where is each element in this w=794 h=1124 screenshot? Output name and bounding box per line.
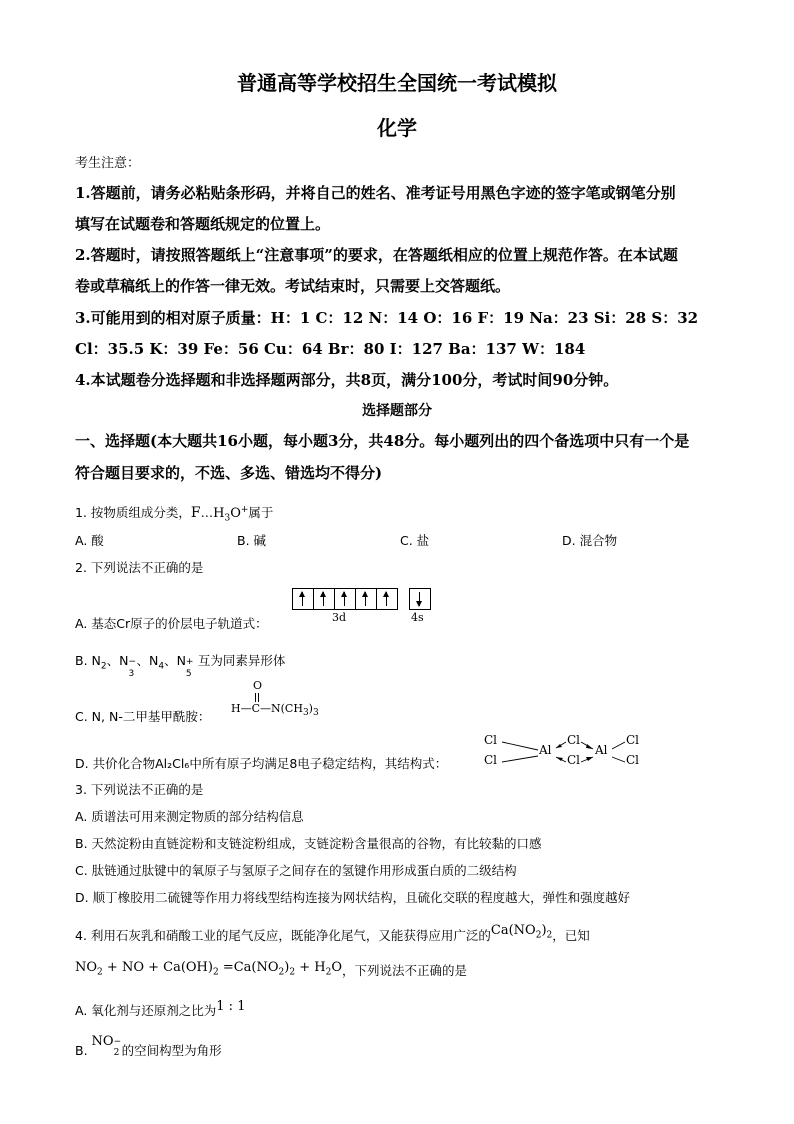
exam-title: 普通高等学校招生全国统一考试模拟 [237, 71, 557, 95]
question-1-stem: 1. 按物质组成分类，$F\dots H_3O^+$属于 [75, 504, 274, 524]
product-formula: $Ca(NO_2)_2$ [490, 923, 553, 941]
notice-item-1-line-1: 1.答题前，请务必粘贴条形码，并将自己的姓名、准考证号用黑色字迹的签字笔或钢笔分别 [75, 184, 676, 202]
notice-item-3-line-1: 3.可能用到的相对原子质量：H：1 C：12 N：14 O：16 F：19 Na：23 Si：28 S：32 [75, 309, 699, 327]
notice-item-2-line-2: 卷或草稿纸上的作答一律无效。考试结束时，只需要上交答题纸。 [75, 277, 511, 295]
double-bond-line [255, 693, 256, 702]
spin-up-arrow-icon [344, 592, 345, 606]
spin-up-arrow-icon [386, 592, 387, 606]
orbital-4s-label: 4s [411, 611, 424, 624]
spin-down-arrow-icon [419, 592, 420, 606]
section-title: 选择题部分 [362, 403, 432, 419]
question-2-option-b[interactable]: B. $N_2$、N − 3 、$N_4$、N + 5 互为同素异形体 [75, 653, 286, 679]
question-4-option-b[interactable]: B. NO − 2 的空间构型为角形 [75, 1034, 222, 1058]
orbital-3d-cell [377, 589, 397, 609]
orbital-3d-cell [335, 589, 356, 609]
dmf-oxygen: O [253, 679, 263, 692]
question-2-option-c[interactable]: C. N, N-二甲基甲酰胺： [75, 709, 211, 724]
notice-item-1-line-2: 填写在试题卷和答题纸规定的位置上。 [75, 215, 331, 233]
section-intro-line-1: 一、选择题(本大题共16小题，每小题3分，共48分。每小题列出的四个备选项中只有一个是 [75, 432, 690, 450]
notice-item-2-line-1: 2.答题时，请按照答题纸上“注意事项”的要求，在答题纸相应的位置上规范作答。在本试题 [75, 246, 678, 264]
notice-heading: 考生注意： [75, 156, 141, 171]
question-4-option-a[interactable]: A. 氧化剂与还原剂之比为1 : 1 [75, 999, 246, 1018]
orbital-4s-cell [410, 589, 430, 609]
orbital-3d-cell [314, 589, 335, 609]
question-3-stem: 3. 下列说法不正确的是 [75, 782, 204, 797]
question-4-stem-line-1: 4. 利用石灰乳和硝酸工业的尾气反应，既能净化尾气，又能获得应用广泛的$Ca(NO_2)_2$，已知 [75, 923, 590, 943]
orbital-3d-box [292, 588, 398, 610]
orbital-3d-cell [356, 589, 377, 609]
question-3-option-b[interactable]: B. 天然淀粉由直链淀粉和支链淀粉组成，支链淀粉含量很高的谷物，有比较黏的口感 [75, 836, 542, 851]
question-2-option-d[interactable]: D. 共价化合物Al₂Cl₆中所有原子均满足8电子稳定结构，其结构式： [75, 756, 448, 771]
question-1-option-a[interactable]: A. 酸 [75, 533, 104, 548]
exam-page: 普通高等学校招生全国统一考试模拟 化学 考生注意： 1.答题前，请务必粘贴条形码，并将自己的姓名、准考证号用黑色字迹的签字笔或钢笔分别 填写在试题卷和答题纸规定的位置上。 2.答题时，请按照答题纸上“注意事项”的要求，在答题纸相应的位置上规范作答。在本试题 卷或草稿纸上的作答一律无效。考试结束时，只需要上交答题纸。 3.可能用到的相对原子质量：H：1 C：12 N：14 O：16 F：19 Na：23 Si：28 S：32 Cl：35.5 K：39 Fe：56 Cu：64 Br：80 I：127 Ba：137 W：184 4.本试题卷分选择题和非选择题两部分，共8页，满分100分，考试时间90分钟。 选择题部分 一、选择题(本大题共16小题，每小题3分，共48分。每小题列出的四个备选项中只有一个是 符合题目要求的，不选、多选、错选均不得分) 1. 按物质组成分类，$F\dots H_3O^+$属于 A. 酸 B. 碱 C. 盐 D. 混合物 2. 下列说法不正确的是 3d 4s A. 基态Cr原子的价层电子轨道式： B. $N_2$、N − 3 、$N_4$、N + 5 互为同素异形体 C. N, N-二甲基甲酰胺： O $H—C—N(CH_3)_3$ D. 共价化合物Al₂Cl₆中所有原子均满足8电子稳定结构，其结构式： Cl Cl Al Cl Cl Al Cl Cl 3. 下列说法不正确的是 A. 质谱法可用来测定物质的部分结构信息 B. 天然淀粉由直链淀粉和支链淀粉组成，支链淀粉含量很高的谷物，有比较黏的口感 C. 肽链通过肽键中的氧原子与氢原子之间存在的氢键作用形成蛋白质的二级结构 D. 顺丁橡胶用二硫键等作用力将线型结构连接为网状结构，且硫化交联的程度越大，弹性和强度越好 4. 利用石灰乳和硝酸工业的尾气反应，既能净化尾气，又能获得应用广泛的$Ca(NO_2)_2$，已知 $NO_2$ + NO + $Ca(OH)_2 =Ca(NO_2)_2 + H_2O$，下列说法不正确的是 A. 氧化剂与还原剂之比为1 : 1 B. NO − 2 的空间构型为角形 [0, 0, 794, 1124]
nitrite-ion: NO − 2 [91, 1034, 122, 1058]
orbital-4s-box [409, 588, 431, 610]
question-4-stem-line-2: $NO_2$ + NO + $Ca(OH)_2 =Ca(NO_2)_2 + H_2O$，下列说法不正确的是 [75, 960, 467, 978]
notice-item-3-line-2: Cl：35.5 K：39 Fe：56 Cu：64 Br：80 I：127 Ba：137 W：184 [75, 340, 586, 358]
spin-up-arrow-icon [323, 592, 324, 606]
reaction-equation: $NO_2$ + NO + $Ca(OH)_2 =Ca(NO_2)_2 + H_2O$ [75, 960, 342, 978]
orbital-3d-cell [293, 589, 314, 609]
question-3-option-a[interactable]: A. 质谱法可用来测定物质的部分结构信息 [75, 809, 304, 824]
section-intro-line-2: 符合题目要求的，不选、多选、错选均不得分) [75, 464, 383, 482]
al2cl6-bonds [500, 735, 630, 770]
subject-title: 化学 [377, 116, 417, 140]
question-1-option-d[interactable]: D. 混合物 [562, 533, 618, 548]
question-1-option-b[interactable]: B. 碱 [237, 533, 267, 548]
spin-up-arrow-icon [365, 592, 366, 606]
notice-item-4: 4.本试题卷分选择题和非选择题两部分，共8页，满分100分，考试时间90分钟。 [75, 371, 619, 389]
spin-up-arrow-icon [302, 592, 303, 606]
question-3-option-c[interactable]: C. 肽链通过肽键中的氧原子与氢原子之间存在的氢键作用形成蛋白质的二级结构 [75, 863, 517, 878]
question-3-option-d[interactable]: D. 顺丁橡胶用二硫键等作用力将线型结构连接为网状结构，且硫化交联的程度越大，弹性和强度越好 [75, 890, 631, 905]
dmf-chain: $H—C—N(CH_3)_3$ [231, 702, 319, 719]
double-bond-line [258, 693, 259, 702]
orbital-3d-label: 3d [332, 611, 347, 624]
question-1-option-c[interactable]: C. 盐 [400, 533, 430, 548]
question-2-option-a[interactable]: A. 基态Cr原子的价层电子轨道式： [75, 616, 268, 631]
question-2-stem: 2. 下列说法不正确的是 [75, 560, 204, 575]
